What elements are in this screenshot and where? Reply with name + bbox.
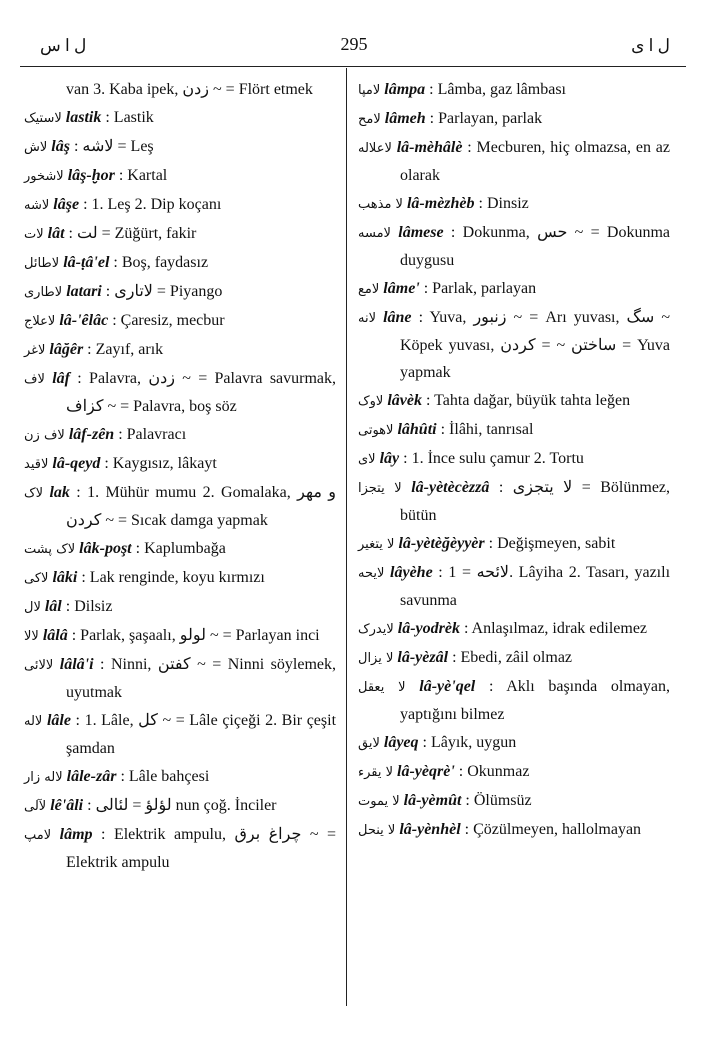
entry-definition: : Çaresiz, mecbur [112,312,225,329]
dictionary-entry [358,787,670,815]
dictionary-entry [24,763,336,791]
entry-arabic: لایدرک [358,622,394,637]
entry-arabic: لآلی [24,799,47,814]
entry-arabic: لایحه [358,566,385,581]
entry-headword: lâle [46,712,71,729]
entry-headword: lâ-mèzhèb [406,195,475,212]
entry-arabic: لا مذهب [358,197,403,212]
dictionary-entry [358,530,670,558]
entry-headword: lâğêr [49,341,84,358]
entry-arabic: لاک [24,486,44,501]
entry-arabic: لالا [24,629,39,644]
entry-definition: : Palavracı [118,426,187,443]
dictionary-entry [358,416,670,444]
dictionary-entry [24,336,336,364]
dictionary-entry [24,162,336,190]
page-number: 295 [340,34,368,54]
entry-definition: : 1. Lâle, کل ~ = Lâle çiçeği 2. Bir çeşit şamdan [66,712,337,757]
dictionary-entry [358,387,670,415]
entry-headword: lâk-poşt [79,540,132,557]
entry-arabic: لاف [24,372,45,387]
entry-arabic: لات [24,227,44,242]
entry-definition: : لؤلؤ = لئالی nun çoğ. İnciler [87,797,277,814]
entry-arabic: لامع [358,282,380,297]
entry-arabic: لایق [358,736,380,751]
entry-definition: : 1. Leş 2. Dip koçanı [83,196,222,213]
entry-definition: : Lâyık, uygun [422,734,517,751]
entry-definition: : Ölümsüz [465,792,532,809]
entry-headword: lâ-yè'qel [419,678,476,695]
entry-definition: : Yuva, زنبور ~ = Arı yuvası, سگ ~ Köpek yuvası, ساختن ~ = کردن = Yuva yapmak [400,309,670,381]
entry-arabic: لاش [24,140,48,155]
entry-headword: lâvèk [387,392,422,409]
entry-headword: lâf-zên [68,426,115,443]
dictionary-entry [358,219,670,274]
entry-definition: : Dilsiz [65,598,113,615]
entry-headword: lâyèhe [390,564,433,581]
entry-headword: lâ-mèhâlè [396,139,463,156]
header-left-letters: ل ا س [40,36,87,55]
entry-headword: lê'âli [50,797,84,814]
dictionary-entry [24,421,336,449]
entry-definition: : Kartal [118,167,168,184]
entry-headword: lâf [52,370,70,387]
entry-definition: : Elektrik ampulu, چراغ برق ~ = Elektrik ampulu [66,826,336,871]
entry-definition: : لاتاری = Piyango [105,283,223,300]
dictionary-entry [358,105,670,133]
dictionary-entry [24,450,336,478]
entry-headword: lâ-yètèğèyyèr [398,535,485,552]
entry-arabic: لا ینحل [358,823,396,838]
entry-definition: : لا یتجزی = Bölünmez, bütün [400,479,671,524]
dictionary-entry [24,76,336,103]
entry-headword: lâlâ [42,627,68,644]
entry-headword: lâyeq [383,734,419,751]
left-column [24,76,336,877]
dictionary-entry [358,190,670,218]
entry-headword: lâmese [398,224,444,241]
entry-definition: : Lâle bahçesi [120,768,210,785]
dictionary-entry [24,104,336,132]
dictionary-entry [358,673,670,728]
entry-headword: lâmeh [384,110,426,127]
entry-arabic: لاقید [24,457,49,472]
entry-definition: : Kaygısız, lâkayt [104,455,217,472]
entry-arabic: لاطائل [24,256,60,271]
entry-arabic: لاوک [358,394,384,409]
entry-headword: lâ-yèzâl [397,649,449,666]
entry-arabic: لاعلاج [24,314,56,329]
right-column [358,76,670,845]
entry-headword: lâ-ṭâ'el [63,254,110,271]
entry-definition: : Boş, faydasız [113,254,209,271]
entry-definition: : لت = Züğürt, fakir [68,225,197,242]
entry-definition: : Çözülmeyen, hallolmayan [464,821,642,838]
entry-arabic: لاکی [24,571,49,586]
dictionary-entry [24,191,336,219]
entry-definition: : Dokunma, حس ~ = Dokunma duygusu [400,224,671,269]
entry-arabic: لامپا [358,83,381,98]
entry-arabic: لامپ [24,828,52,843]
entry-headword: lâhûti [397,421,437,438]
dictionary-entry [24,707,336,762]
entry-arabic: لاشه [24,198,50,213]
entry-arabic: لای [358,452,376,467]
entry-definition: : İlâhi, tanrısal [440,421,534,438]
entry-definition: : Aklı başında olmayan, yaptığını bilmez [400,678,671,723]
entry-headword: lâ-'êlâc [59,312,109,329]
dictionary-entry [358,445,670,473]
dictionary-entry [358,304,670,386]
entry-definition: : Palavra, زدن ~ = Palavra savurmak, کزاف ~ = Palavra, boş söz [66,370,337,415]
dictionary-entry [24,307,336,335]
dictionary-entry [358,559,670,614]
dictionary-entry [24,622,336,650]
dictionary-entry [24,365,336,420]
entry-arabic: لال [24,600,41,615]
dictionary-entry [24,535,336,563]
entry-headword: lâ-yèmût [403,792,462,809]
entry-definition: : Tahta dağar, büyük tahta leğen [425,392,631,409]
entry-arabic: لاک پشت [24,542,76,557]
entry-arabic: لا یموت [358,794,400,809]
dictionary-entry [24,249,336,277]
dictionary-entry [24,564,336,592]
entry-arabic: لا یتغیر [358,537,395,552]
entry-headword: lây [379,450,400,467]
entry-definition: : 1. İnce sulu çamur 2. Tortu [403,450,584,467]
entry-headword: lâme' [383,280,420,297]
entry-headword: lâle-zâr [66,768,117,785]
entry-headword: lâki [52,569,78,586]
entry-definition: : 1. Mühür mumu 2. Gomalaka, و مهر کردن ~ = Sıcak damga yapmak [66,484,337,529]
entry-arabic: لاهوتی [358,423,394,438]
entry-arabic: لا یقرء [358,765,394,780]
entry-arabic: لاغر [24,343,46,358]
entry-arabic: لا یعقل [358,680,406,695]
entry-arabic: لاف زن [24,428,65,443]
entry-definition: : لاشه = Leş [73,138,154,155]
dictionary-entry [358,758,670,786]
entry-headword: latari [66,283,102,300]
dictionary-entry [358,816,670,844]
entry-definition: : Ebedi, zâil olmaz [452,649,573,666]
entry-headword: lastik [65,109,102,126]
entry-definition: : Parlak, parlayan [423,280,537,297]
entry-definition: : لائحه = 1. Lâyiha 2. Tasarı, yazılı savunma [400,564,671,609]
entry-headword: lâ-qeyd [52,455,101,472]
dictionary-entry [358,275,670,303]
entry-arabic: لا یزال [358,651,394,666]
entry-arabic: لانه [358,311,377,326]
dictionary-entry [358,729,670,757]
entry-definition: : Değişmeyen, sabit [488,535,616,552]
entry-headword: lâ-yodrèk [397,620,460,637]
entry-definition: : Mecburen, hiç olmazsa, en az olarak [400,139,670,184]
entry-headword: lâ-yètècèzzâ [411,479,490,496]
column-divider [346,68,347,1006]
entry-headword: lâş-ḫor [67,167,115,184]
header-right-letters: ل ا ی [631,36,670,55]
dictionary-entry [24,821,336,876]
entry-arabic: لاشخور [24,169,64,184]
entry-headword: lâmpa [384,81,426,98]
dictionary-entry [24,479,336,534]
entry-arabic: لالائی [24,658,54,673]
dictionary-entry [358,615,670,643]
entry-headword: lâl [44,598,62,615]
entry-headword: lâmp [59,826,93,843]
entry-arabic: لاله زار [24,770,63,785]
header-rule [20,66,686,67]
dictionary-entry [24,792,336,820]
entry-definition: : Ninni, کفتن ~ = Ninni söylemek, uyutmak [66,656,336,701]
entry-arabic: لاطاری [24,285,63,300]
entry-definition: : Zayıf, arık [87,341,164,358]
page-header [0,30,708,66]
entry-arabic: لامسه [358,226,391,241]
entry-arabic: لامح [358,112,381,127]
dictionary-entry [24,220,336,248]
dictionary-entry [24,278,336,306]
entry-headword: lât [47,225,65,242]
entry-definition: : Dinsiz [478,195,529,212]
entry-headword: lak [49,484,70,501]
entry-headword: lâlâ'i [59,656,94,673]
dictionary-entry [358,134,670,189]
entry-definition: : Parlak, şaşaalı, لولو ~ = Parlayan inci [71,627,320,644]
dictionary-entry [24,651,336,706]
entry-arabic: لاعلاله [358,141,392,156]
entry-definition: : Kaplumbağa [135,540,226,557]
dictionary-entry [358,474,670,529]
dictionary-entry [358,76,670,104]
entry-arabic: لاله [24,714,43,729]
dictionary-entry [24,593,336,621]
entry-headword: lâ-yènhèl [399,821,461,838]
entry-definition: : Lak renginde, koyu kırmızı [81,569,265,586]
entry-headword: lâne [383,309,412,326]
dictionary-entry [358,644,670,672]
entry-definition: : Lâmba, gaz lâmbası [429,81,566,98]
entry-definition: : Lastik [105,109,154,126]
entry-arabic: لاستیک [24,111,62,126]
entry-arabic: لا یتجزا [358,481,402,496]
entry-definition: : Anlaşılmaz, idrak edilemez [463,620,648,637]
entry-headword: lâş [51,138,70,155]
dictionary-entry [24,133,336,161]
entry-definition: : Okunmaz [458,763,530,780]
entry-headword: lâ-yèqrè' [397,763,455,780]
entry-headword: lâşe [53,196,80,213]
entry-definition: van 3. Kaba ipek, زدن ~ = Flört etmek [66,81,313,98]
entry-definition: : Parlayan, parlak [429,110,543,127]
